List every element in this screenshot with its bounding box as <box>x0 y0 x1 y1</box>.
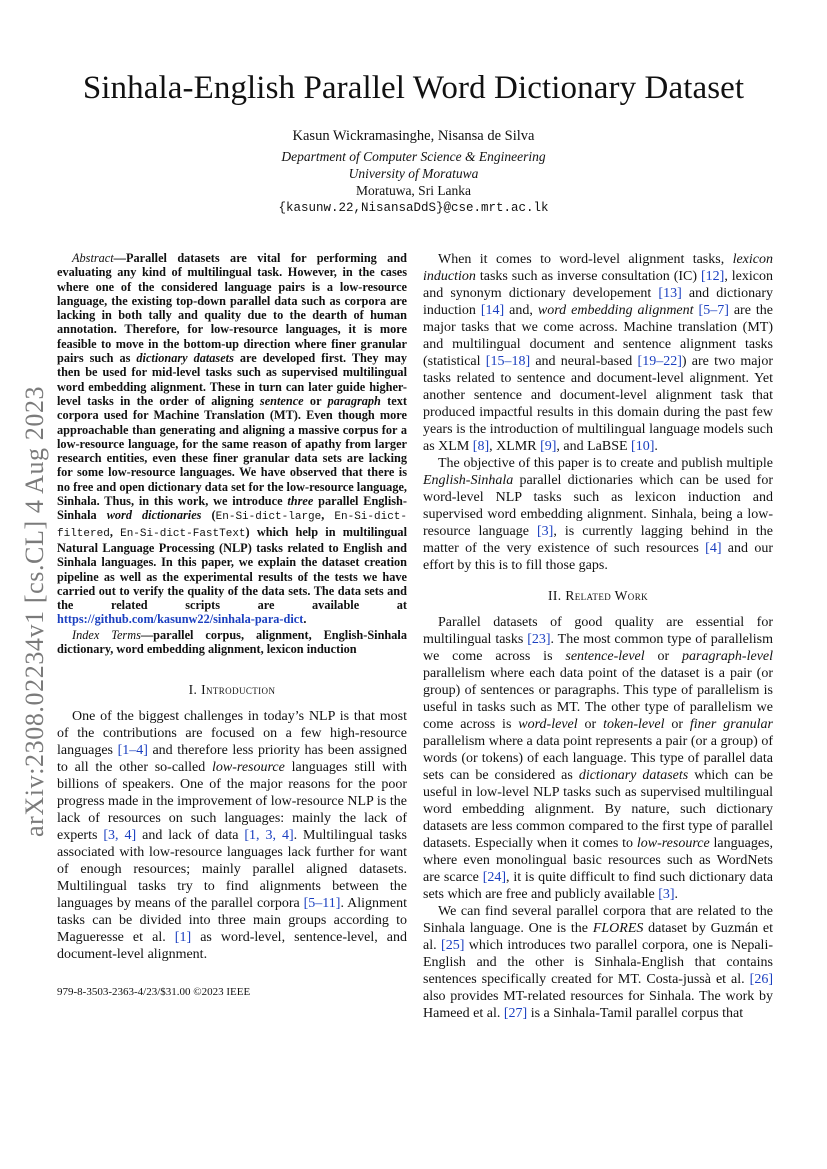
email: {kasunw.22,NisansaDdS}@cse.mrt.ac.lk <box>278 201 549 215</box>
left-column <box>57 251 407 963</box>
right-column <box>423 251 773 1022</box>
abstract: Abstract—Parallel datasets are vital for performing and evaluating any kind of multilingual task. However, in the cases where one of the considered language pairs is a low-resource language, the existing top-down parallel data such as corpora are lacking in both tally and quality due to the dearth of human annotation. Therefore, for low-resource languages, it is more feasible to move in the bottom-up direction where finer granular pairs such as dictionary datasets are developed first. They may then be used for mid-level tasks such as supervised multilingual word embedding alignment. These in turn can later guide higher-level tasks in the order of aligning sentence or paragraph text corpora used for Machine Translation (MT). Even though more approachable than generating and aligning a massive corpus for a low-resource language, for the same reason of apathy from larger research entities, even these finer granular data sets are lacking for some low-resource languages. We have observed that there is no free and open dictionary data set for the low-resource language, Sinhala. Thus, in this work, we introduce three parallel English-Sinhala word dictionaries (En-Si-dict-large, En-Si-dict-filtered, En-Si-dict-FastText) which help in multilingual Natural Language Processing (NLP) tasks related to English and Sinhala languages. In this paper, we explain the dataset creation pipeline as well as the experimental results of the tests we have carried out to verify the quality of the data sets. The data sets and the related scripts are available at https://github.com/kasunw22/sinhala-para-dict. <box>57 251 408 627</box>
arxiv-identifier: arXiv:2308.02234v1 [cs.CL] 4 Aug 2023 <box>20 385 49 837</box>
department: Department of Computer Science & Engineering <box>281 149 546 164</box>
location: Moratuwa, Sri Lanka <box>355 183 472 198</box>
right-paragraph-1: When it comes to word-level alignment tasks, lexicon induction tasks such as inverse consultation (IC) [12], lexicon and synonym dictionary developement [13] and dictionary induction [14] and, word embedding alignment [5–7] are the major tasks that we come across. Machine translation (MT) and multilingual document and sentence alignment tasks (statistical [15–18] and neural-based [19–22]) are two major tasks related to sentence and document-level alignment. Yet another sentence and document-level alignment task that produced impactful results in this domain during the past few years is the introduction of multilingual language models such as XLM [8], XLMR [9], and LaBSE [10]. <box>423 252 774 454</box>
right-paragraph-4: We can find several parallel corpora that are related to the Sinhala language. One is the FLORES dataset by Guzmán et al. [25] which introduces two parallel corpora, one is Nepali-English and the other is Sinhala-English that contains sentences specifically created for MT. Costa-jussà et al. [26] also provides MT-related resources for Sinhala. The work by Hameed et al. [27] is a Sinhala-Tamil parallel corpus that <box>423 904 773 1021</box>
section-heading-related-work: II. Related Work <box>547 588 648 603</box>
right-paragraph-3: Parallel datasets of good quality are essential for multilingual tasks [23]. The most common type of parallelism we come across is sentence-level or paragraph-level parallelism where each data point of the dataset is a pair (or group) of sentences or paragraphs. This type of parallelism is useful in tasks such as MT. The other type of parallelism we come across is word-level or token-level or finer granular parallelism where a data point represents a pair (or a group) of words (or tokens) of each language. This type of parallel data sets can be considered as dictionary datasets which can be useful in low-level NLP tasks such as supervised multilingual word embedding alignment. By nature, such dictionary datasets are less common compared to the first type of parallel datasets. Especially when it comes to low-resource languages, where even monolingual basic resources such as WordNets are scarce [24], it is quite difficult to find such dictionary data sets which are free and publicly available [3]. <box>423 615 774 902</box>
university: University of Moratuwa <box>348 166 479 181</box>
authors: Kasun Wickramasinghe, Nisansa de Silva <box>292 128 535 144</box>
paper-title: Sinhala-English Parallel Word Dictionary Dataset <box>82 70 745 106</box>
copyright-footer: 979-8-3503-2363-4/23/$31.00 ©2023 IEEE <box>57 986 251 998</box>
section-heading-introduction: I. Introduction <box>188 682 276 698</box>
intro-paragraph: One of the biggest challenges in today’s NLP is that most of the contributions are focused on a few high-resource languages [1–4] and therefore less priority has been assigned to all the other so-called low-resource languages still with billions of speakers. One of the major reasons for the poor progress made in the improvement of low-resource NLP is the lack of resources on such languages: mainly the lack of experts [3, 4] and lack of data [1, 3, 4]. Multilingual tasks associated with low-resource languages lack further for want of enough resources; mainly parallel aligned datasets. Multilingual tasks try to find alignments between the languages by means of the parallel corpora [5–11]. Alignment tasks can be divided into three main groups according to Magueresse et al. [1] as word-level, sentence-level, and document-level alignment. <box>57 709 407 963</box>
index-terms: Index Terms—parallel corpus, alignment, English-Sinhala dictionary, word embedding alignment, lexicon induction <box>57 627 407 657</box>
right-paragraph-2: The objective of this paper is to create and publish multiple English-Sinhala parallel dictionaries which can be used for word-level NLP tasks such as lexicon induction and supervised word embedding alignment. Sinhala, being a low-resource language [3], is currently lagging behind in the matter of the very existence of such resources [4] and our effort by this is to fill those gaps. <box>423 456 773 573</box>
github-link[interactable]: https://github.com/kasunw22/sinhala-para-dict <box>57 612 304 627</box>
